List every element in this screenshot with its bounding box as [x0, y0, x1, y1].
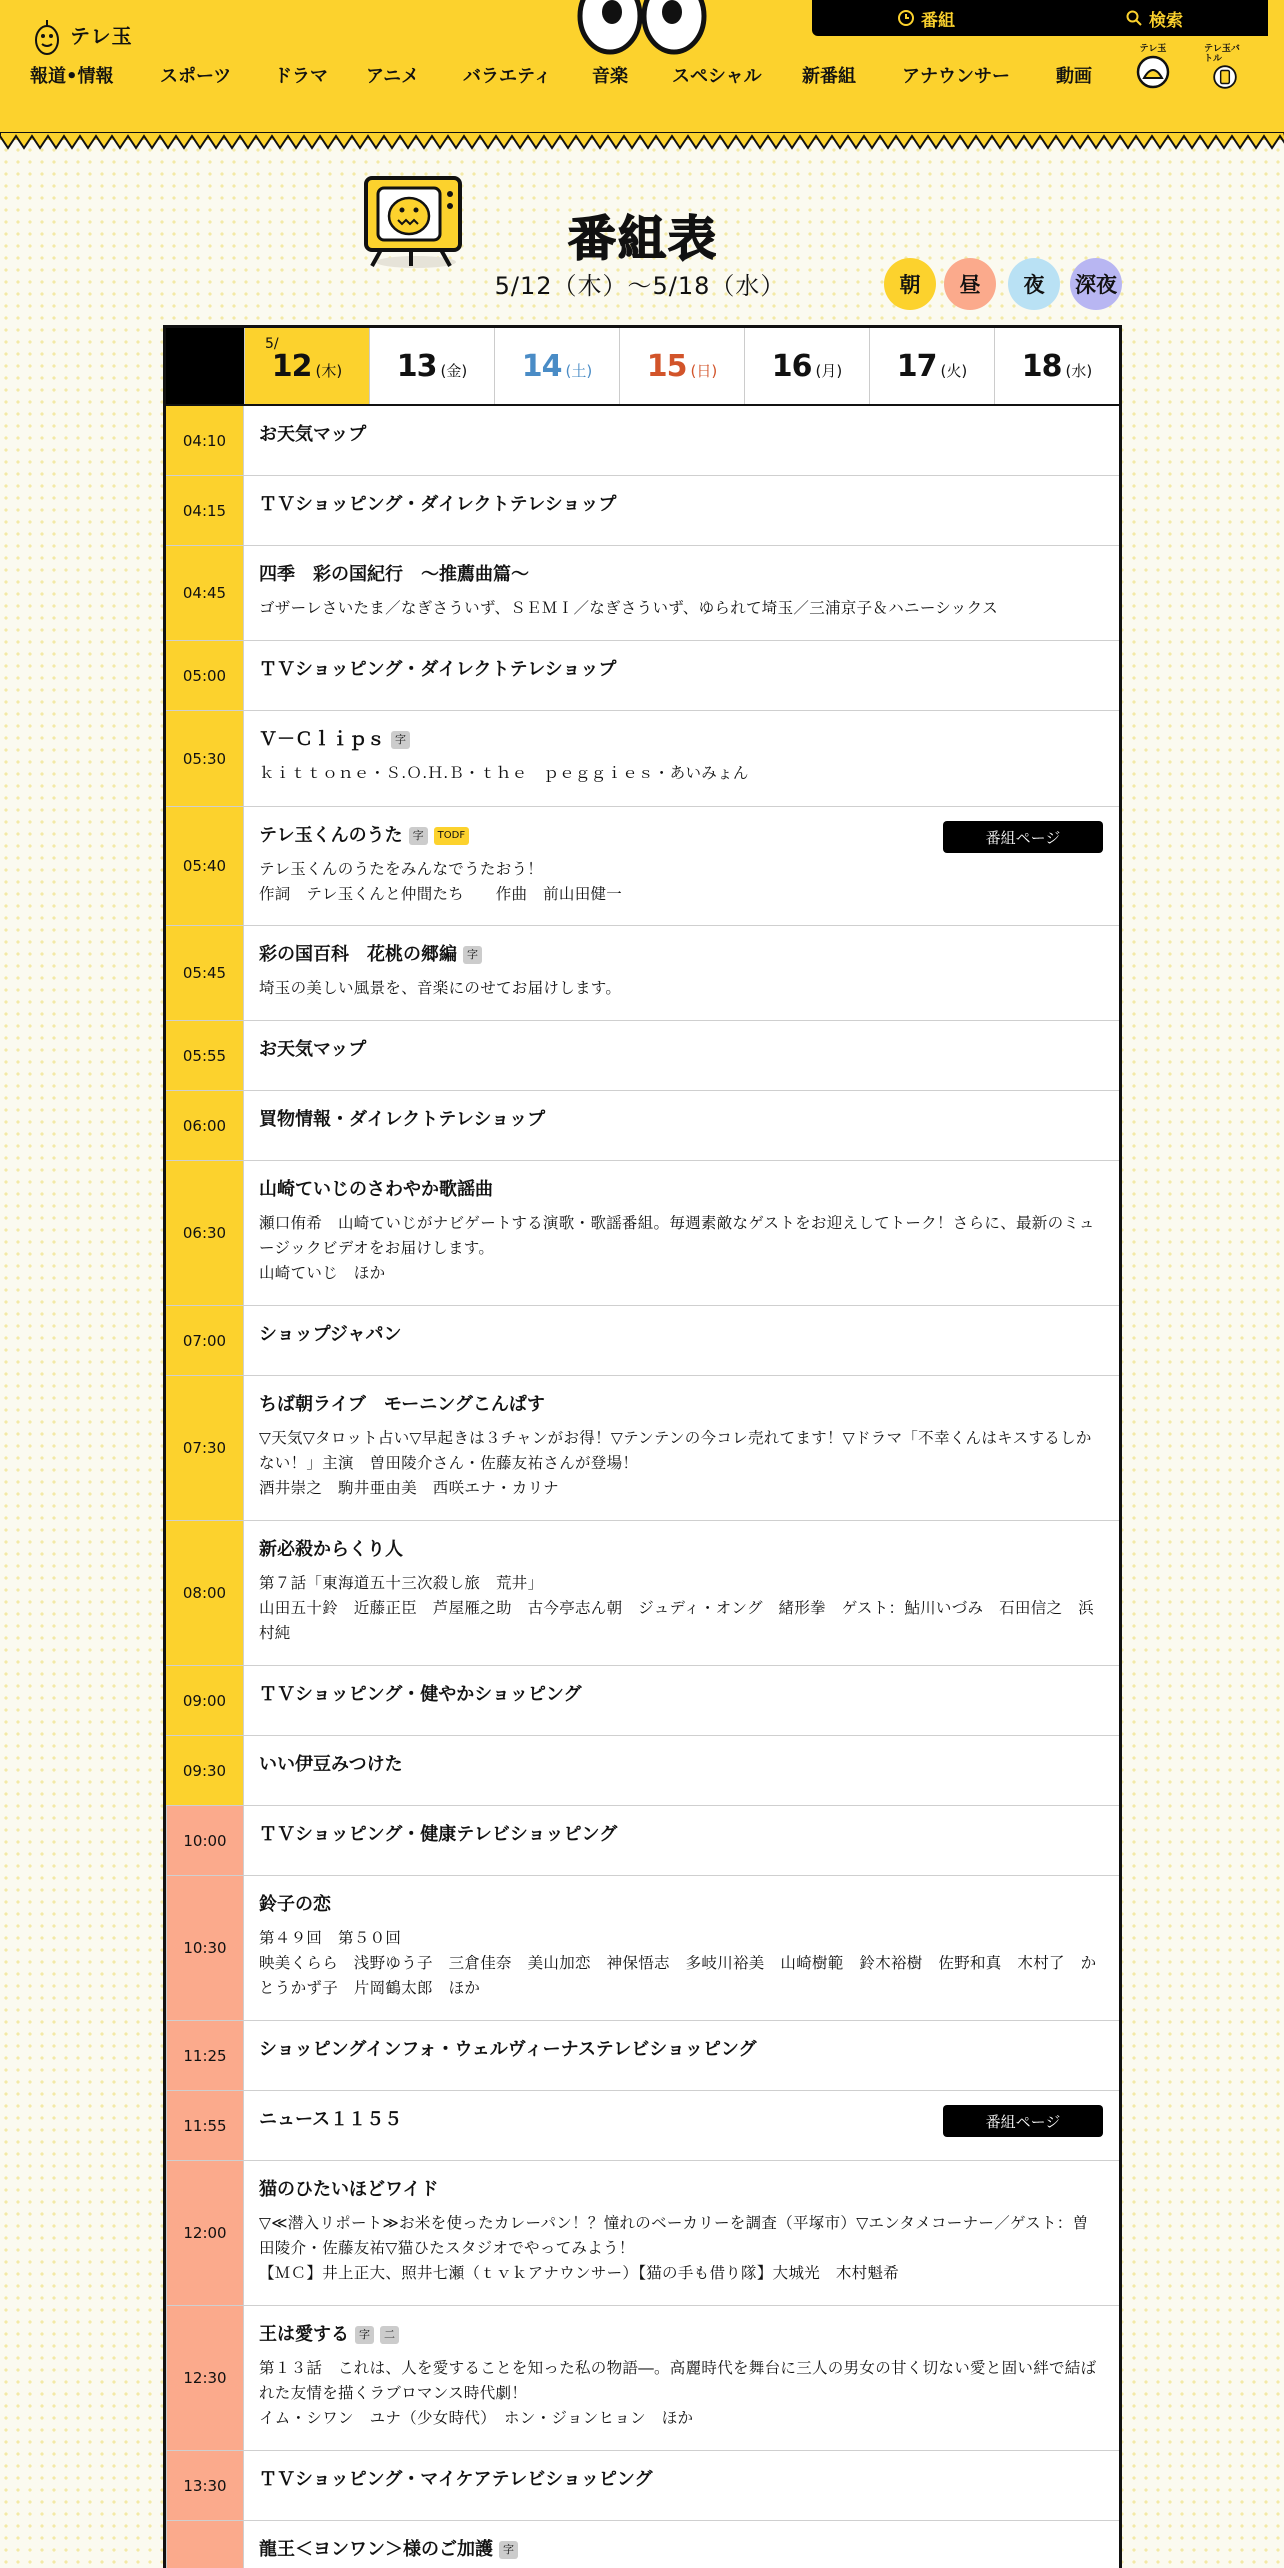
program-cell	[244, 1161, 1119, 1305]
description-line: 第１３話 これは、人を愛することを知った私の物語―。高麗時代を舞台に三人の男女の甘く切ない愛と固い絆で結ばれた友情を描くラブロマンス時代劇！	[259, 2359, 1097, 2402]
day-tab-17[interactable]	[869, 328, 994, 404]
nav-music[interactable]: 音楽	[592, 66, 628, 87]
page-title: 番組表	[567, 211, 718, 267]
program-time: 04:10	[166, 406, 244, 475]
program-row	[166, 476, 1119, 546]
program-title[interactable]: ちば朝ライブ モーニングこんぱす	[259, 1394, 545, 1415]
description-line: 第７話「東海道五十三次殺し旅 荒井」	[259, 1574, 544, 1592]
program-time: 06:00	[166, 1091, 244, 1160]
program-cell	[244, 1521, 1119, 1665]
program-time: 04:45	[166, 546, 244, 640]
program-title[interactable]: 山崎ていじのさわやか歌謡曲	[259, 1179, 493, 1200]
program-list	[166, 406, 1119, 2568]
program-title-line	[259, 1322, 1103, 1348]
program-tag: 字	[409, 827, 428, 845]
program-guide-label: 番組	[921, 10, 955, 31]
program-title-line	[259, 1177, 1103, 1203]
nav-news[interactable]: 報道•情報	[30, 66, 114, 87]
program-title-line	[259, 1537, 1103, 1563]
program-time: 05:30	[166, 711, 244, 806]
day-weekday: (土)	[565, 361, 593, 380]
program-cell	[244, 2091, 1119, 2160]
telutama-mascot-icon	[1135, 54, 1171, 90]
top-link-bar	[812, 0, 1268, 36]
telutama-battle-badge[interactable]	[1204, 44, 1246, 90]
program-title-line	[259, 2537, 1103, 2563]
program-tag: 字	[391, 731, 410, 749]
day-number: 17	[896, 348, 937, 384]
program-time: 05:55	[166, 1021, 244, 1090]
program-title[interactable]: ショッピングインフォ・ウェルヴィーナステレビショッピング	[259, 2039, 757, 2060]
program-time: 13:30	[166, 2451, 244, 2520]
day-weekday: (月)	[815, 361, 843, 380]
day-tabs	[166, 328, 1119, 406]
nav-video[interactable]: 動画	[1056, 66, 1092, 87]
program-row	[166, 1021, 1119, 1091]
program-row	[166, 406, 1119, 476]
program-tag: 字	[355, 2326, 374, 2344]
program-time: 07:00	[166, 1306, 244, 1375]
program-title[interactable]: ＴＶショッピング・マイケアテレビショッピング	[259, 2469, 653, 2490]
program-row	[166, 1876, 1119, 2021]
program-row	[166, 1521, 1119, 1666]
nav-drama[interactable]: ドラマ	[274, 66, 328, 87]
program-title-line	[259, 2322, 1103, 2348]
program-title-line	[259, 1682, 1103, 1708]
day-number: 12	[271, 348, 312, 384]
tod-late-night-label: 深夜	[1075, 273, 1117, 297]
day-number: 16	[771, 348, 812, 384]
program-row	[166, 807, 1119, 926]
day-tab-15[interactable]	[619, 328, 744, 404]
description-line: 作詞 テレ玉くんと仲間たち 作曲 前山田健一	[259, 885, 623, 903]
day-number: 13	[396, 348, 437, 384]
schedule-table	[163, 325, 1122, 2568]
program-cell	[244, 2306, 1119, 2450]
description-line: ｋｉｔｔｏｎｅ・Ｓ.Ｏ.Ｈ.Ｂ・ｔｈｅ ｐｅｇｇｉｅｓ・あいみょん	[259, 764, 749, 782]
category-nav	[30, 60, 1190, 90]
program-title[interactable]: ニュース１１５５	[259, 2109, 403, 2130]
program-cell	[244, 2451, 1119, 2520]
nav-anime[interactable]: アニメ	[366, 66, 420, 87]
program-title[interactable]: いい伊豆みつけた	[259, 1754, 403, 1775]
program-title-line	[259, 2177, 1103, 2203]
program-cell	[244, 1806, 1119, 1875]
program-tag: 字	[463, 946, 482, 964]
program-title[interactable]: 龍王＜ヨンワン＞様のご加護	[259, 2539, 493, 2560]
program-row	[166, 641, 1119, 711]
program-time: 05:45	[166, 926, 244, 1020]
nav-variety[interactable]: バラエティ	[463, 66, 552, 87]
day-weekday: (火)	[940, 361, 968, 380]
program-title-line	[259, 657, 1103, 683]
program-row	[166, 1091, 1119, 1161]
program-time: 10:00	[166, 1806, 244, 1875]
program-title[interactable]: ショップジャパン	[259, 1324, 402, 1345]
program-cell	[244, 1306, 1119, 1375]
phone-mascot-icon	[1207, 64, 1243, 90]
program-title-line	[259, 562, 1103, 588]
description-line: ▽≪潜入リポート≫お米を使ったカレーパン！？憧れのベーカリーを調査（平塚市）▽エンタメコーナー／ゲスト：曽田陵介・佐藤友祐▽猫ひたスタジオでやってみよう！	[259, 2214, 1089, 2257]
search-label: 検索	[1149, 10, 1183, 31]
program-title[interactable]: ＴＶショッピング・ダイレクトテレショップ	[259, 494, 617, 515]
program-row	[166, 1806, 1119, 1876]
program-description	[259, 596, 1103, 621]
program-description	[259, 2356, 1103, 2431]
program-title-line	[259, 1752, 1103, 1778]
program-row	[166, 1736, 1119, 1806]
day-tab-14[interactable]	[494, 328, 619, 404]
program-row	[166, 546, 1119, 641]
program-time: 09:30	[166, 1736, 244, 1805]
program-row	[166, 926, 1119, 1021]
program-time: 10:30	[166, 1876, 244, 2020]
description-line: 【ＭＣ】井上正大、照井七瀬（ｔｖｋアナウンサー）【猫の手も借り隊】大城光 木村魁希	[259, 2264, 900, 2282]
program-title-line	[259, 1892, 1103, 1918]
program-time: 11:55	[166, 2091, 244, 2160]
program-description	[259, 1571, 1103, 1646]
site-header	[0, 0, 1284, 140]
program-cell	[244, 1376, 1119, 1520]
description-line: 映美くらら 浅野ゆう子 三倉佳奈 美山加恋 神保悟志 多岐川裕美 山崎樹範 鈴木裕樹 佐野和真 木村了 かとうかず子 片岡鶴太郎 ほか	[259, 1954, 1097, 1997]
program-title-line	[259, 1107, 1103, 1133]
program-cell	[244, 711, 1119, 806]
program-description	[259, 1211, 1103, 1286]
tv-mascot-icon	[352, 168, 464, 272]
program-title[interactable]: 新必殺からくり人	[259, 1539, 403, 1560]
program-cell	[244, 2161, 1119, 2305]
day-number: 15	[646, 348, 687, 384]
date-range: 5/12（木）〜5/18（水）	[494, 272, 786, 300]
program-cell	[244, 1091, 1119, 1160]
program-title[interactable]: 彩の国百科 花桃の郷編	[259, 944, 457, 965]
day-tab-18[interactable]	[994, 328, 1119, 404]
tod-morning-label: 朝	[899, 273, 921, 297]
description-line: ゴザーレさいたま／なぎさういず、ＳＥＭＩ／なぎさういず、ゆられて埼玉／三浦京子＆ハニーシックス	[259, 599, 999, 617]
program-time: 04:15	[166, 476, 244, 545]
program-cell	[244, 476, 1119, 545]
day-tab-13[interactable]	[369, 328, 494, 404]
program-title[interactable]: お天気マップ	[259, 1039, 367, 1060]
program-row	[166, 1376, 1119, 1521]
header-zigzag-edge	[0, 132, 1284, 152]
search-icon	[1125, 9, 1143, 27]
badge-label: テレ玉	[1139, 44, 1167, 54]
program-title[interactable]: 王は愛する	[259, 2324, 349, 2345]
program-cell	[244, 807, 1119, 925]
description-line: テレ玉くんのうたをみんなでうたおう！	[259, 860, 544, 878]
description-line: 瀬口侑希 山崎ていじがナビゲートする演歌・歌謡番組。毎週素敵なゲストをお迎えしてトーク！さらに、最新のミュージックビデオをお届けします。	[259, 1214, 1095, 1257]
day-weekday: (水)	[1065, 361, 1093, 380]
description-line: 埼玉の美しい風景を、音楽にのせてお届けします。	[259, 979, 622, 997]
program-time: 05:40	[166, 807, 244, 925]
program-time: 06:30	[166, 1161, 244, 1305]
program-description	[259, 1426, 1103, 1501]
tod-daytime-label: 昼	[959, 273, 981, 297]
day-tab-12[interactable]	[244, 328, 369, 404]
program-title[interactable]: テレ玉くんのうた	[259, 825, 403, 846]
day-weekday: (木)	[315, 361, 343, 380]
program-description	[259, 2211, 1103, 2286]
program-title[interactable]: ＴＶショッピング・健康テレビショッピング	[259, 1824, 618, 1845]
program-row	[166, 2451, 1119, 2521]
telutama-badge[interactable]	[1132, 44, 1174, 90]
program-title-line	[259, 2037, 1103, 2063]
program-cell	[244, 2521, 1119, 2568]
search-link[interactable]	[1125, 6, 1183, 31]
eyes-icon	[568, 0, 718, 64]
program-time: 07:30	[166, 1376, 244, 1520]
program-title[interactable]: ＴＶショッピング・ダイレクトテレショップ	[259, 659, 617, 680]
tod-late-night-button[interactable]	[1070, 258, 1122, 310]
program-title-line	[259, 942, 1103, 968]
program-time: 12:30	[166, 2306, 244, 2450]
program-row	[166, 2306, 1119, 2451]
day-tabs-corner	[166, 328, 244, 404]
program-title-line	[259, 1037, 1103, 1063]
program-row	[166, 1666, 1119, 1736]
program-title-line	[259, 492, 1103, 518]
program-cell	[244, 1021, 1119, 1090]
program-title-line	[259, 2467, 1103, 2493]
program-tag: 二	[380, 2326, 399, 2344]
nav-special[interactable]: スペシャル	[672, 66, 762, 87]
day-number: 14	[521, 348, 562, 384]
program-title[interactable]: お天気マップ	[259, 424, 367, 445]
description-line: 第４９回 第５０回	[259, 1929, 402, 1947]
tod-evening-button[interactable]	[1008, 258, 1060, 310]
description-line: 酒井崇之 駒井亜由美 西咲エナ・カリナ	[259, 1479, 559, 1497]
nav-new-programs[interactable]: 新番組	[802, 66, 856, 87]
program-cell	[244, 2021, 1119, 2090]
program-title[interactable]: 四季 彩の国紀行 ～推薦曲篇～	[259, 564, 529, 585]
day-weekday: (金)	[440, 361, 468, 380]
program-title-line	[259, 1392, 1103, 1418]
program-cell	[244, 406, 1119, 475]
program-page-button[interactable]: 番組ページ	[943, 2105, 1103, 2137]
program-time: 12:00	[166, 2161, 244, 2305]
description-line: 山田五十鈴 近藤正臣 芦屋雁之助 古今亭志ん朝 ジュディ・オング 緒形拳 ゲスト：鮎川いづみ 石田信之 浜村純	[259, 1599, 1094, 1642]
program-time: 11:25	[166, 2021, 244, 2090]
program-cell	[244, 546, 1119, 640]
day-tab-16[interactable]	[744, 328, 869, 404]
tod-daytime-button[interactable]	[944, 258, 996, 310]
program-time: 08:00	[166, 1521, 244, 1665]
description-line: 山崎ていじ ほか	[259, 1264, 386, 1282]
program-cell	[244, 1666, 1119, 1735]
program-description	[259, 761, 1103, 786]
program-time: 05:00	[166, 641, 244, 710]
program-description	[259, 857, 1103, 907]
tod-evening-label: 夜	[1023, 273, 1045, 297]
program-title-line	[259, 727, 1103, 753]
description-line: ▽天気▽タロット占い▽早起きは３チャンがお得！▽テンテンの今コレ売れてます！▽ドラマ「不幸くんはキスするしかない！」主演 曽田陵介さん・佐藤友祐さんが登場！	[259, 1429, 1092, 1472]
program-title-line	[259, 422, 1103, 448]
program-row	[166, 2091, 1119, 2161]
program-row	[166, 2021, 1119, 2091]
program-title[interactable]: 買物情報・ダイレクトテレショップ	[259, 1109, 546, 1130]
program-tag: 字	[499, 2541, 518, 2559]
program-title[interactable]: 鈴子の恋	[259, 1894, 331, 1915]
program-page-button[interactable]: 番組ページ	[943, 821, 1103, 853]
logo-text[interactable]: テレ玉	[70, 24, 133, 48]
program-cell	[244, 926, 1119, 1020]
program-cell	[244, 1736, 1119, 1805]
program-time: 09:00	[166, 1666, 244, 1735]
program-title[interactable]: ＴＶショッピング・健やかショッピング	[259, 1684, 582, 1705]
description-line: イム・シワン ユナ（少女時代） ホン・ジョンヒョン ほか	[259, 2409, 694, 2427]
badge-label: テレ玉バトル	[1204, 44, 1240, 64]
program-time	[166, 2521, 244, 2568]
day-number: 18	[1021, 348, 1062, 384]
program-cell	[244, 641, 1119, 710]
tod-morning-button[interactable]	[884, 258, 936, 310]
program-cell	[244, 1876, 1119, 2020]
clock-icon	[897, 9, 915, 27]
program-title[interactable]: 猫のひたいほどワイド	[259, 2179, 439, 2200]
program-row	[166, 2521, 1119, 2568]
program-guide-link[interactable]	[897, 6, 955, 31]
program-row	[166, 2161, 1119, 2306]
nav-sports[interactable]: スポーツ	[160, 66, 232, 87]
program-title[interactable]: Ｖ－Ｃｌｉｐｓ	[259, 729, 385, 750]
program-description	[259, 976, 1103, 1001]
program-description	[259, 1926, 1103, 2001]
program-row	[166, 1161, 1119, 1306]
program-title-line	[259, 1822, 1103, 1848]
day-weekday: (日)	[690, 361, 718, 380]
program-row	[166, 1306, 1119, 1376]
program-tag: TODF	[434, 827, 469, 845]
nav-announcer[interactable]: アナウンサー	[902, 66, 1010, 87]
day-month: 5/	[265, 336, 279, 352]
program-row	[166, 711, 1119, 807]
